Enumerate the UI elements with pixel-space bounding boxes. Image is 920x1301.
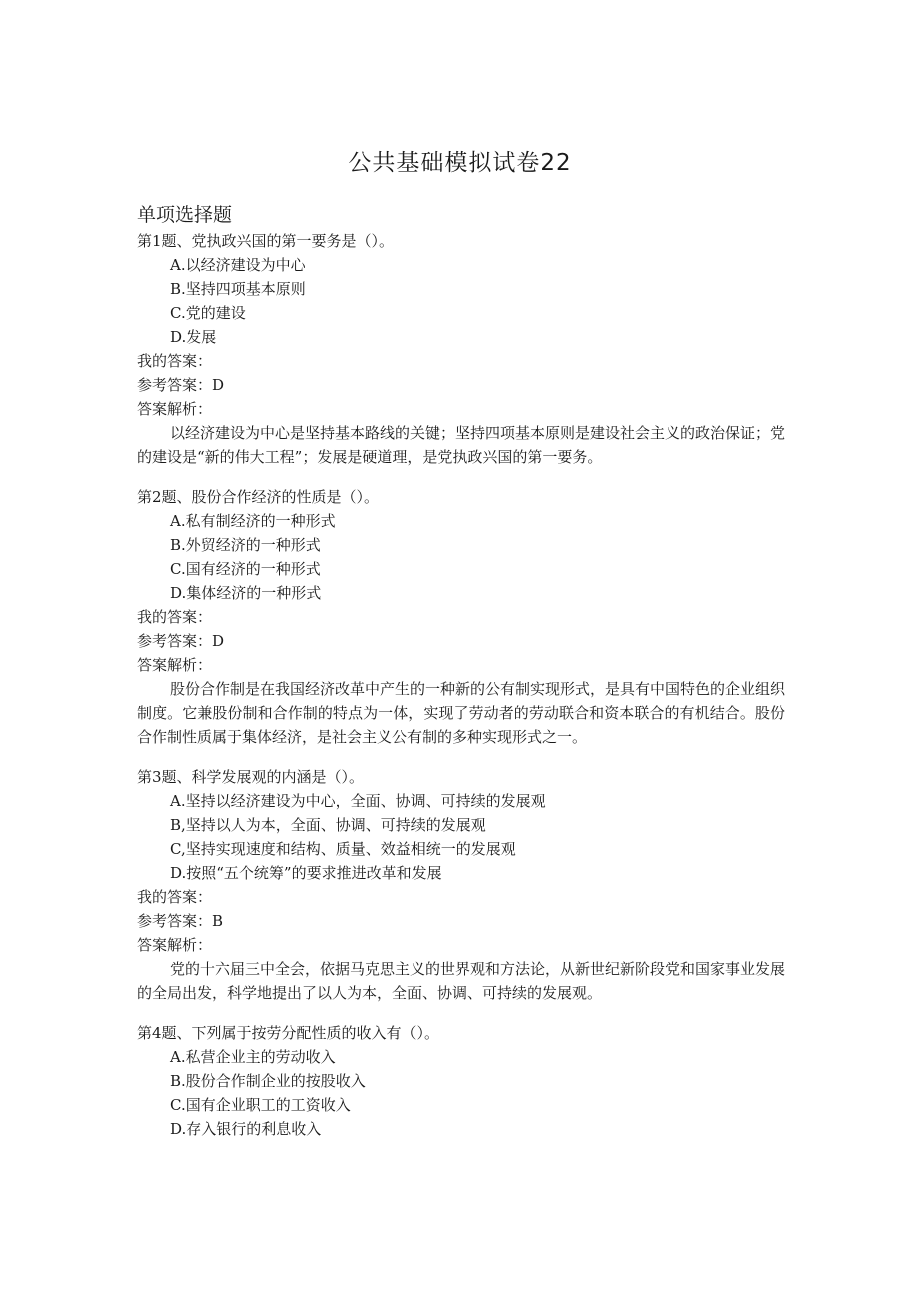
option-c: C.党的建设 xyxy=(170,304,246,322)
my-answer-label: 我的答案： xyxy=(137,608,213,626)
question-stem: 第2题、股份合作经济的性质是（）。 xyxy=(137,488,380,506)
option-d: D.发展 xyxy=(170,328,217,346)
option-a: A.私有制经济的一种形式 xyxy=(170,512,336,530)
question-1 xyxy=(137,229,785,469)
question-2 xyxy=(137,485,785,749)
analysis-label: 答案解析： xyxy=(137,936,213,954)
section-title: 单项选择题 xyxy=(137,204,233,226)
question-stem: 第3题、科学发展观的内涵是（）。 xyxy=(137,768,365,786)
option-a: A.以经济建设为中心 xyxy=(170,256,306,274)
option-b: B.股份合作制企业的按股收入 xyxy=(170,1072,366,1090)
option-d: D.按照“五个统筹”的要求推进改革和发展 xyxy=(170,864,442,882)
option-a: A.坚持以经济建设为中心，全面、协调、可持续的发展观 xyxy=(170,792,546,810)
option-c: C.国有经济的一种形式 xyxy=(170,560,321,578)
option-b: B.外贸经济的一种形式 xyxy=(170,536,321,554)
my-answer-label: 我的答案： xyxy=(137,888,213,906)
option-a: A.私营企业主的劳动收入 xyxy=(170,1048,336,1066)
option-b: B.坚持四项基本原则 xyxy=(170,280,306,298)
reference-answer: 参考答案：D xyxy=(137,632,225,650)
analysis-text: 以经济建设为中心是坚持基本路线的关键；坚持四项基本原则是建设社会主义的政治保证；党的建设是“新的伟大工程”；发展是硬道理，是党执政兴国的第一要务。 xyxy=(137,424,786,466)
option-b: B,坚持以人为本，全面、协调、可持续的发展观 xyxy=(170,816,486,834)
analysis-text: 股份合作制是在我国经济改革中产生的一种新的公有制实现形式，是具有中国特色的企业组织制度。它兼股份制和合作制的特点为一体，实现了劳动者的劳动联合和资本联合的有机结合。股份合作制性质属于集体经济，是社会主义公有制的多种实现形式之一。 xyxy=(137,680,786,746)
option-c: C,坚持实现速度和结构、质量、效益相统一的发展观 xyxy=(170,840,516,858)
document-body xyxy=(137,201,785,1141)
reference-answer: 参考答案：D xyxy=(137,376,225,394)
analysis-label: 答案解析： xyxy=(137,656,213,674)
question-4 xyxy=(137,1021,785,1141)
question-stem: 第1题、党执政兴国的第一要务是（）。 xyxy=(137,232,395,250)
analysis-text: 党的十六届三中全会，依据马克思主义的世界观和方法论，从新世纪新阶段党和国家事业发展的全局出发，科学地提出了以人为本，全面、协调、可持续的发展观。 xyxy=(137,960,786,1002)
analysis-label: 答案解析： xyxy=(137,400,213,418)
question-stem: 第4题、下列属于按劳分配性质的收入有（）。 xyxy=(137,1024,440,1042)
option-d: D.存入银行的利息收入 xyxy=(170,1120,322,1138)
document-title: 公共基础模拟试卷22 xyxy=(348,150,572,176)
reference-answer: 参考答案：B xyxy=(137,912,224,930)
my-answer-label: 我的答案： xyxy=(137,352,213,370)
option-c: C.国有企业职工的工资收入 xyxy=(170,1096,351,1114)
option-d: D.集体经济的一种形式 xyxy=(170,584,322,602)
question-3 xyxy=(137,765,785,1005)
